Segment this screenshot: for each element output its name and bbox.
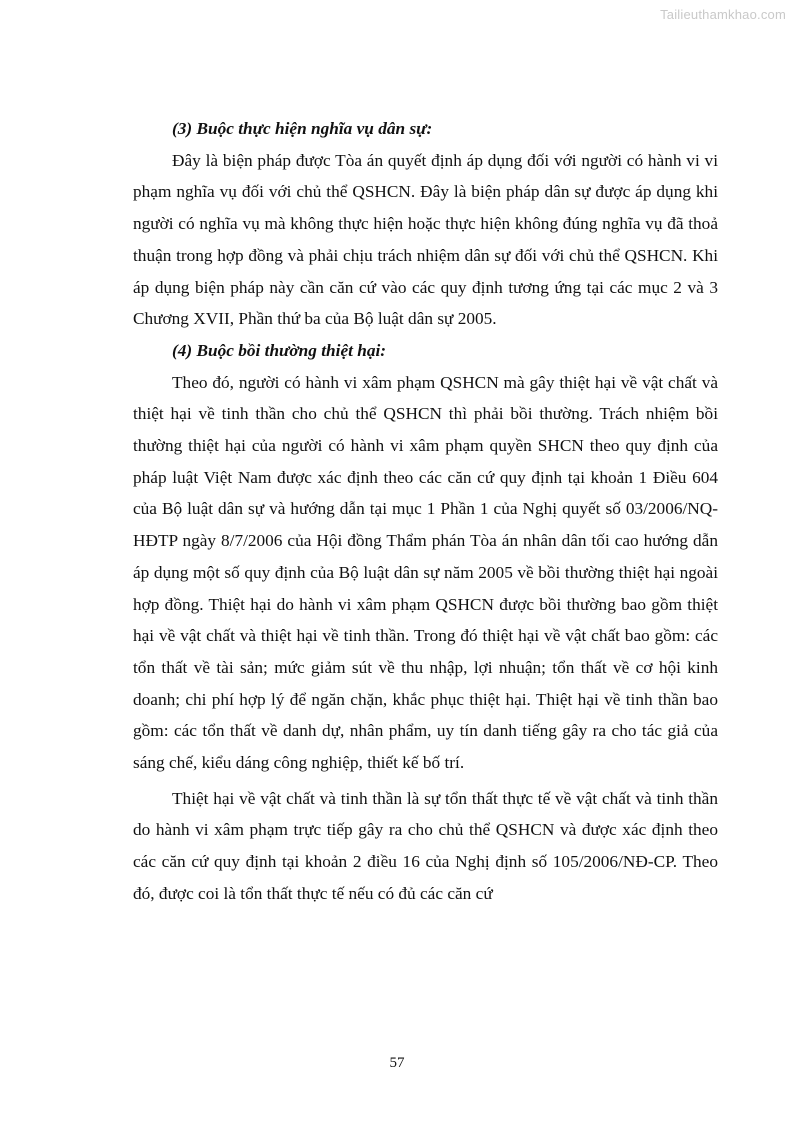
paragraph: Theo đó, người có hành vi xâm phạm QSHCN mà gây thiệt hại về vật chất và thiệt hại về tinh thần cho chủ thể QSHCN thì phải bồi thường. Trách nhiệm bồi thường thiệt hại của người có hành vi xâm phạm quyền SHCN theo quy định của pháp luật Việt Nam được xác định theo các căn cứ quy định tại khoản 1 Điều 604 của Bộ luật dân sự và hướng dẫn tại mục 1 Phần 1 của Nghị quyết số 03/2006/NQ-HĐTP ngày 8/7/2006 của Hội đồng Thẩm phán Tòa án nhân dân tối cao hướng dẫn áp dụng một số quy định của Bộ luật dân sự năm 2005 về bồi thường thiệt hại ngoài hợp đồng. Thiệt hại do hành vi xâm phạm QSHCN được bồi thường bao gồm thiệt hại về vật chất và thiệt hại về tinh thần. Trong đó thiệt hại về vật chất bao gồm: các tổn thất về tài sản; mức giảm sút về thu nhập, lợi nhuận; tổn thất về cơ hội kinh doanh; chi phí hợp lý để ngăn chặn, khắc phục thiệt hại. Thiệt hại về tinh thần bao gồm: các tổn thất về danh dự, nhân phẩm, uy tín danh tiếng gây ra cho tác giả của sáng chế, kiểu dáng công nghiệp, thiết kế bố trí. <box>133 372 718 773</box>
paragraph: Thiệt hại về vật chất và tinh thần là sự tổn thất thực tế về vật chất và tinh thần do hành vi xâm phạm trực tiếp gây ra cho chủ thể QSHCN và được xác định theo các căn cứ quy định tại khoản 2 điều 16 của Nghị định số 105/2006/NĐ-CP. Theo đó, được coi là tổn thất thực tế nếu có đủ các căn cứ <box>133 788 718 903</box>
document-body <box>133 113 718 910</box>
watermark: Tailieuthamkhao.com <box>660 7 786 22</box>
section-heading-3: (3) Buộc thực hiện nghĩa vụ dân sự: <box>172 119 433 138</box>
paragraph: Đây là biện pháp được Tòa án quyết định áp dụng đối với người có hành vi vi phạm nghĩa vụ đối với chủ thể QSHCN. Đây là biện pháp dân sự được áp dụng khi người có nghĩa vụ mà không thực hiện hoặc thực hiện không đúng nghĩa vụ đã thoả thuận trong hợp đồng và phải chịu trách nhiệm dân sự đối với chủ thể QSHCN. Khi áp dụng biện pháp này cần căn cứ vào các quy định tương ứng tại các mục 2 và 3 Chương XVII, Phần thứ ba của Bộ luật dân sự 2005. <box>133 150 718 329</box>
page-number: 57 <box>389 1055 405 1071</box>
section-heading-4: (4) Buộc bồi thường thiệt hại: <box>172 340 387 360</box>
